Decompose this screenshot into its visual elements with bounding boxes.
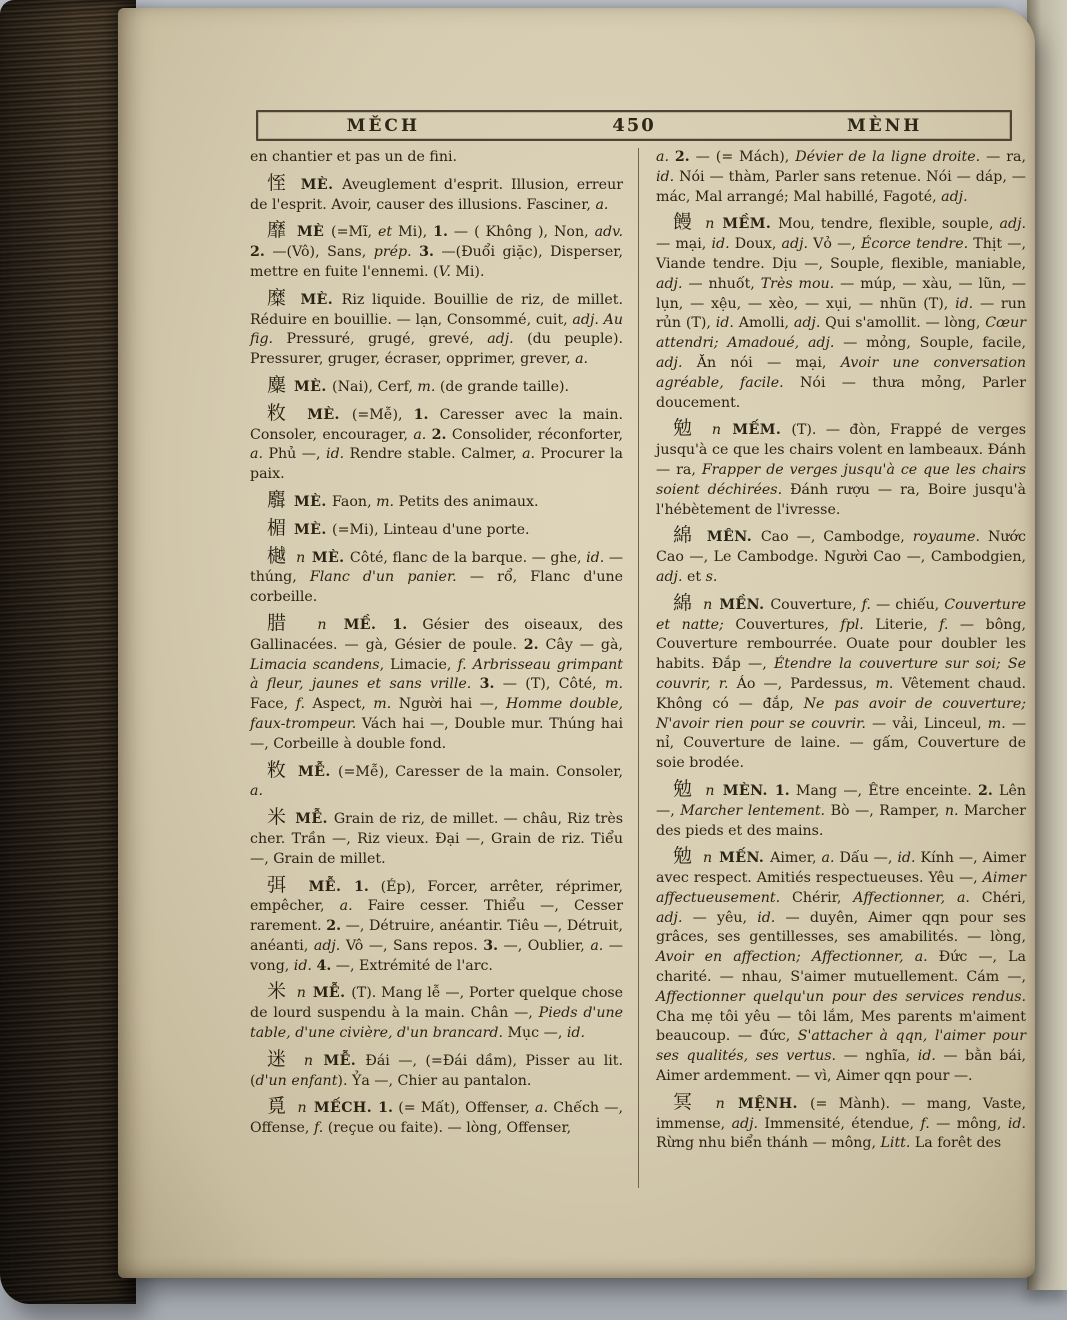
dictionary-entry: 糜 MÈ. Riz liquide. Bouillie de riz, de millet. Réduire en bouillie. — lạn, Consommé, cuit, adj. Au fig. Pressuré, grugé, grevé, adj. (du peuple). Pressurer, gruger, écraser, opprimer, grever, a. — [250, 286, 623, 368]
headword: MỆNH. — [738, 1095, 810, 1112]
dictionary-entry: a. 2. — (= Mách), Dévier de la ligne droite. — ra, id. Nói — thàm, Parler sans retenue. Nói — dáp, — mác, Mal arrangé; Mal habillé, Fagoté, adj. — [656, 149, 1026, 205]
cjk-character: 綿 — [673, 591, 702, 614]
entry-prefix: n — [296, 549, 310, 566]
dictionary-entry: 綿 MÊN. Cao —, Cambodge, royaume. Nước Cao —, Le Cambodge. Người Cao —, Cambodgien, adj. et s. — [656, 524, 1026, 585]
cjk-character: 敉 — [267, 401, 308, 424]
headword: MỄ. — [323, 1052, 366, 1069]
headword: MỄ. — [298, 763, 338, 780]
cjk-character: 迷 — [267, 1047, 302, 1070]
headword: MẾN. — [719, 850, 771, 867]
dictionary-entry: 腊 n MỀ. 1. Gésier des oiseaux, des Gallinacées. — gà, Gésier de poule. 2. Cây — gà, Limacia scandens, Limacie, f. Arbrisseau grimpant à fleur, jaunes et sans vrille. 3. — (T), Côté, m. Face, f. Aspect, m. Người hai —, Homme double, faux-trompeur. Vách hai —, Double mur. Thúng hai —, Corbeille à double fond. — [250, 611, 624, 752]
cjk-character: 米 — [267, 980, 295, 1003]
dictionary-entry: 勉 n MẾN. Aimer, a. Dấu —, id. Kính —, Aimer avec respect. Amitiés respectueuses. Yêu —, Aimer affectueusement. Chérir, Affectionner, a. Chéri, adj. — yêu, id. — duyên, Aimer qqn pour ses grâces, ses gentillesses, ses amabilités. — lòng, Avoir en affection; Affectionner, a. Đức —, La charité. — nhau, S'aimer mutuellement. Cám —, Affectionner quelqu'un pour des services rendus. Cha mẹ tôi yêu — tôi lắm, Mes parents m'aiment beaucoup. — đức, S'attacher à qqn, l'aimer pour ses qualités, ses vertus. — nghĩa, id. — bằn bái, Aimer ardemment. — vì, Aimer qqn pour —. — [656, 845, 1026, 1085]
dictionary-entry: 敉 MÈ. (=Mễ), 1. Caresser avec la main. Consoler, encourager, a. 2. Consolider, réconforter, a. Phủ —, id. Rendre stable. Calmer, a. Procurer la paix. — [250, 401, 624, 483]
cjk-character: 米 — [267, 806, 296, 829]
entry-prefix: n — [705, 216, 721, 233]
headword: MỀN. — [719, 596, 771, 613]
dictionary-entry: 迷 n MỄ. Đái —, (=Đái dầm), Pisser au lit. (d'un enfant). Ỷa —, Chier au pantalon. — [250, 1047, 623, 1089]
dictionary-entry: 敉 MỄ. (=Mễ), Caresser de la main. Consoler, a. — [250, 758, 623, 800]
entry-prefix: n — [715, 1095, 737, 1112]
dictionary-page — [118, 8, 1035, 1278]
cjk-character: 綿 — [673, 524, 707, 547]
cjk-character: 麋 — [267, 373, 295, 396]
headword: MÈ. — [300, 176, 343, 193]
cjk-character: 冥 — [673, 1090, 714, 1113]
dictionary-entry: 米 n MỄ. (T). Mang lễ —, Porter quelque chose de lourd suspendu à la main. Chân —, Pieds d'une table, d'une civière, d'un brancard. Mục —, id. — [250, 980, 624, 1042]
cjk-character: 樾 — [267, 544, 295, 567]
running-head-left-word: MĚCH — [346, 115, 421, 136]
book-page-edges — [0, 0, 136, 1304]
headword: MÈ. — [294, 493, 333, 510]
cjk-character: 勉 — [673, 845, 702, 868]
cjk-character: 弭 — [267, 873, 309, 896]
headword: MẾM. — [732, 422, 792, 439]
cjk-character: 糜 — [267, 286, 301, 309]
headword: MỀM. — [722, 216, 779, 233]
headword: MỀ. — [343, 616, 393, 633]
headword: MỄ. — [308, 878, 354, 895]
cjk-character: 覓 — [267, 1095, 296, 1118]
entry-prefix: n — [317, 616, 342, 633]
headword: MÈ. — [307, 406, 352, 423]
entry-prefix: n — [296, 985, 311, 1002]
entry-prefix: n — [297, 1100, 312, 1117]
dictionary-entry: 覓 n MẾCH. 1. (= Mất), Offenser, a. Chếch —, Offense, f. (reçue ou faite). — lòng, Offenser, — [250, 1095, 623, 1137]
dictionary-entry: 恎 MÈ. Aveuglement d'esprit. Illusion, erreur de l'esprit. Avoir, causer des illusions. Fasciner, a. — [250, 171, 623, 213]
dictionary-entry: 饅 n MỀM. Mou, tendre, flexible, souple, adj. — mại, id. Doux, adj. Vỏ —, Écorce tendre. Thịt —, Viande tendre. Dịu —, Souple, flexible, maniable, adj. — nhuốt, Très mou. — múp, — xàu, — lũn, — lụn, — xệu, — xèo, — xụi, — nhũn (T), id. — run rủn (T), id. Amolli, adj. Qui s'amollit. — lòng, Cœur attendri; Amadoué, adj. — mỏng, Souple, facile, adj. Ăn nói — mại, Avoir une conversation agréable, facile. Nói — thưa mỏng, Parler doucement. — [656, 211, 1026, 411]
running-head-right-word: MÈNH — [846, 115, 923, 136]
dictionary-entry: 楣 MÈ. (=Mi), Linteau d'une porte. — [267, 516, 530, 539]
headword: MÈ. — [311, 549, 350, 566]
entry-prefix: n — [711, 422, 731, 439]
dictionary-entry: 弭 MỄ. 1. (Ép), Forcer, arrêter, réprimer, empêcher, a. Faire cesser. Thiểu —, Cesser rarement. 2. —, Détruire, anéantir. Tiêu —, Détruit, anéanti, adj. Vô —, Sans repos. 3. —, Oublier, a. — vong, id. 4. —, Extrémité de l'arc. — [250, 873, 623, 974]
entry-prefix: n — [303, 1052, 322, 1069]
dictionary-entry: 冥 n MỆNH. (= Mành). — mang, Vaste, immense, adj. Immensité, étendue, f. — mông, id. Rừng nhu biển thánh — mông, Litt. La forêt des — [656, 1090, 1027, 1152]
running-head — [256, 110, 1012, 141]
cjk-character: 敉 — [267, 758, 299, 781]
entry-prefix: n — [703, 596, 718, 613]
right-column — [638, 148, 1026, 1188]
headword: MÈ. — [294, 521, 333, 538]
left-column — [250, 148, 638, 1188]
cjk-character: 恎 — [267, 171, 301, 194]
dictionary-entry: 綿 n MỀN. Couverture, f. — chiếu, Couverture et natte; Couvertures, fpl. Literie, f. — bông, Couverture rembourrée. Ouate pour doubler les habits. Đắp —, Étendre la couverture sur soi; Se couvrir, r. Áo —, Pardessus, m. Vêtement chaud. Không có — đắp, Ne pas avoir de couverture; N'avoir rien pour se couvrir. — vải, Linceul, m. — nỉ, Couverture de laine. — gấm, Couverture de soie brodée. — [656, 591, 1027, 772]
cjk-character: 靡 — [267, 219, 297, 242]
dictionary-entry: 麛 MÈ. Faon, m. Petits des animaux. — [267, 488, 539, 511]
page-text — [250, 148, 1026, 1188]
cjk-character: 腊 — [267, 611, 316, 634]
headword: MÊN. — [706, 529, 761, 546]
headword: MÈ. — [294, 378, 333, 395]
dictionary-entry: en chantier et pas un de fini. — [250, 149, 458, 165]
page-number: 450 — [612, 115, 656, 136]
cjk-character: 麛 — [267, 488, 295, 511]
dictionary-entry: 靡 MÈ (=Mĩ, et Mi), 1. — ( Không ), Non, adv. 2. —(Vô), Sans, prép. 3. —(Đuổi giặc), Disperser, mettre en fuite l'ennemi. (V. Mi). — [250, 219, 623, 280]
headword: MÈN. — [722, 782, 775, 799]
dictionary-entry: 勉 n MÈN. 1. Mang —, Être enceinte. 2. Lên —, Marcher lentement. Bò —, Ramper, n. Marcher des pieds et des mains. — [656, 777, 1026, 839]
headword: MỄ. — [312, 985, 352, 1002]
cjk-character: 饅 — [673, 211, 704, 234]
headword: MẾCH. — [313, 1100, 379, 1117]
cjk-character: 勉 — [673, 417, 710, 440]
dictionary-entry: 勉 n MẾM. (T). — đòn, Frappé de verges jusqu'à ce que les chairs volent en lambeaux. Đánh — ra, Frapper de verges jusqu'à ce que les chairs soient déchirées. Đánh rượu — ra, Boire jusqu'à l'hébètement de l'ivresse. — [656, 417, 1026, 518]
headword: MÈ. — [300, 291, 342, 308]
dictionary-entry: 米 MỄ. Grain de riz, de millet. — châu, Riz très cher. Trần —, Riz vieux. Đại —, Grain de riz. Tiểu —, Grain de millet. — [250, 806, 623, 867]
headword: MÈ — [296, 224, 332, 241]
entry-prefix: n — [705, 782, 721, 799]
headword: MỄ. — [295, 811, 334, 828]
dictionary-entry: 麋 MÈ. (Nai), Cerf, m. (de grande taille). — [267, 373, 570, 396]
entry-prefix: n — [703, 850, 718, 867]
cjk-character: 楣 — [267, 516, 295, 539]
cjk-character: 勉 — [673, 777, 704, 800]
dictionary-entry: 樾 n MÈ. Côté, flanc de la barque. — ghe, id. — thúng, Flanc d'un panier. — rổ, Flanc d'une corbeille. — [250, 544, 624, 606]
